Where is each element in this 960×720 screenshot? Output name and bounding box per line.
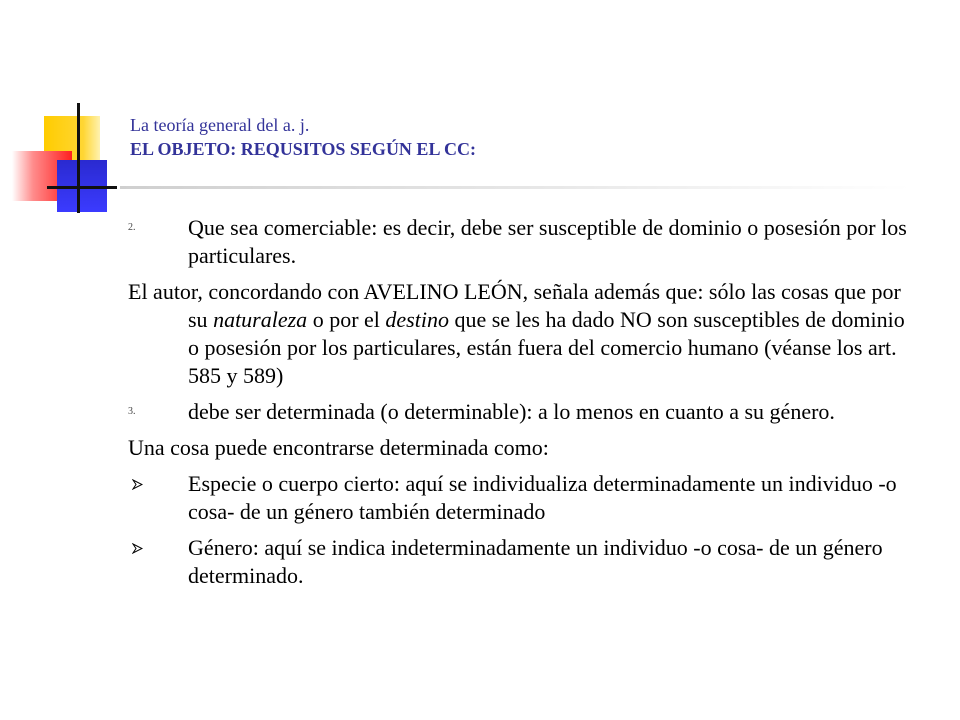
horizontal-line: [47, 186, 117, 189]
item-number: 2.: [128, 222, 136, 233]
title-line-1: La teoría general del a. j.: [130, 115, 310, 135]
numbered-item-3: [128, 398, 908, 426]
emphasis-destino: destino: [385, 307, 449, 332]
vertical-line: [77, 103, 80, 213]
bullet-item: [128, 534, 908, 590]
paragraph-text: que se les ha dado NO son susceptibles de dominio o posesión por los particulares, están fuera del comercio humano (véanse los art. 585 y 589): [188, 307, 905, 388]
item-number: 3.: [128, 406, 136, 417]
slide-body: [128, 214, 908, 598]
slide-title: [130, 113, 910, 161]
title-line-2: EL OBJETO: REQUSITOS SEGÚN EL CC:: [130, 139, 476, 159]
arrow-bullet-icon: [132, 543, 143, 554]
paragraph-text: El autor, concordando con AVELINO LEÓN, señala además que: sólo las cosas que por su: [128, 279, 901, 332]
bullet-text: Especie o cuerpo cierto: aquí se individualiza determinadamente un individuo -o cosa- de un género también determinado: [188, 471, 897, 524]
bullet-text: Género: aquí se indica indeterminadamente un individuo -o cosa- de un género determinado.: [188, 535, 883, 588]
emphasis-naturaleza: naturaleza: [213, 307, 308, 332]
title-divider: [120, 186, 910, 189]
arrow-bullet-icon: [132, 479, 143, 490]
paragraph-text: o por el: [307, 307, 386, 332]
numbered-item-2: [128, 214, 908, 270]
paragraph-avelino-leon: [128, 278, 908, 390]
bullet-item: [128, 470, 908, 526]
paragraph-determinada: Una cosa puede encontrarse determinada como:: [128, 435, 549, 460]
item-text: debe ser determinada (o determinable): a lo menos en cuanto a su género.: [188, 399, 835, 424]
decorative-logo: [0, 0, 130, 240]
item-text: Que sea comerciable: es decir, debe ser susceptible de dominio o posesión por los particulares.: [188, 215, 907, 268]
